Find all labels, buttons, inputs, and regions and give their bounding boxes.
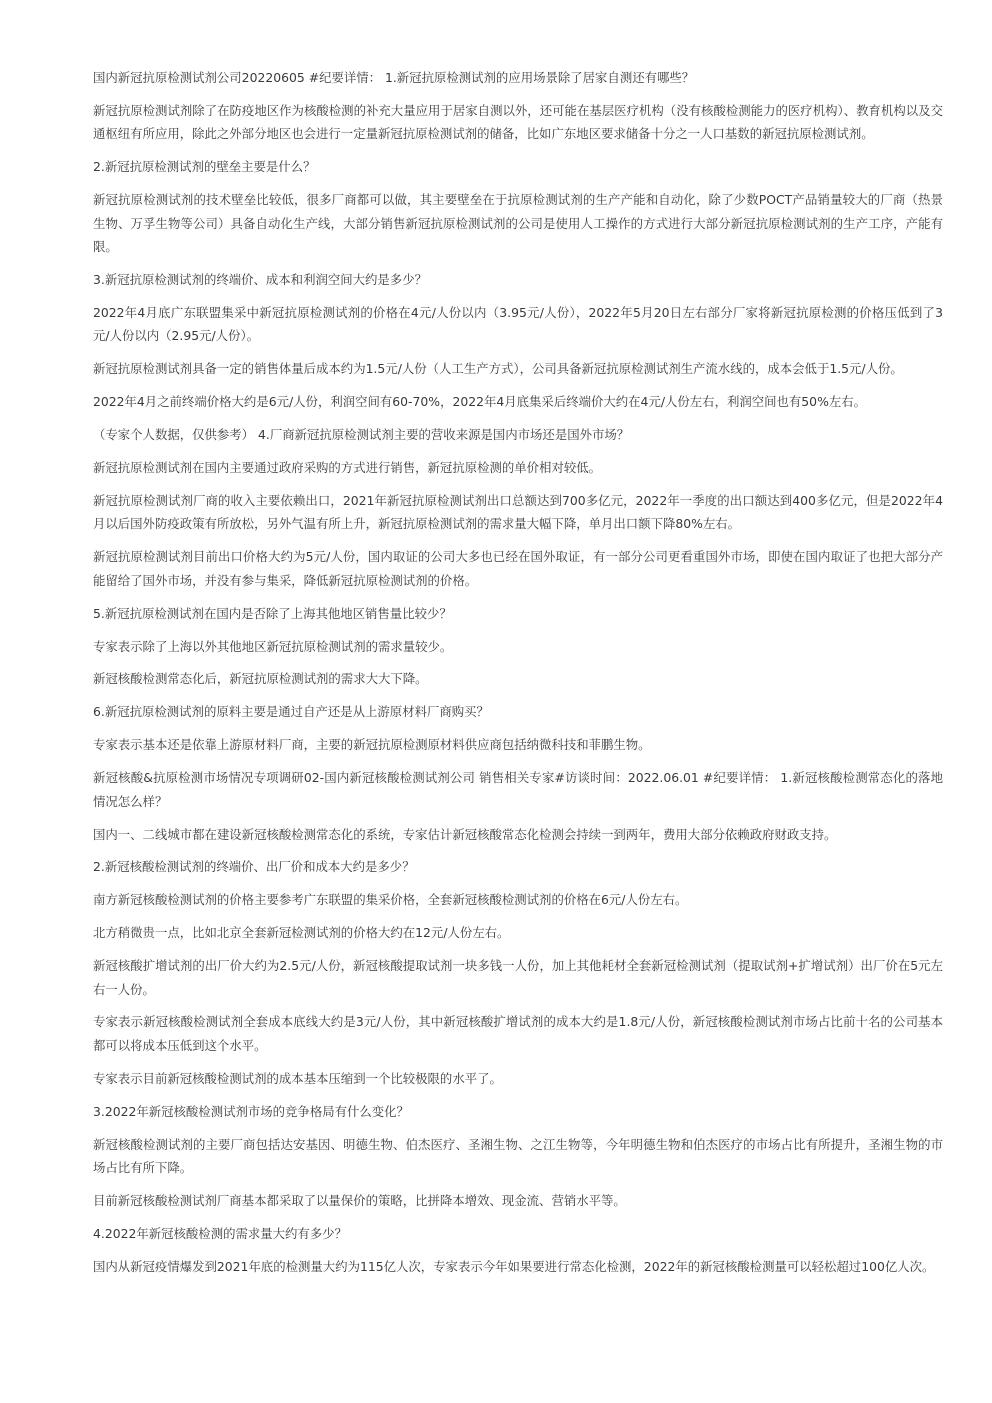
document-body [93, 66, 943, 1288]
paragraph-8: 2022年4月之前终端价格大约是6元/人份，利润空间有60-70%，2022年4月底集采后终端价大约在4元/人份左右，利润空间也有50%左右。 [93, 394, 867, 410]
paragraph-26: 3.2022年新冠核酸检测试剂市场的竞争格局有什么变化？ [93, 1103, 409, 1119]
paragraph-18: 新冠核酸&抗原检测市场情况专项调研02-国内新冠核酸检测试剂公司 销售相关专家#访谈时间：2022.06.01 #纪要详情： 1.新冠核酸检测常态化的落地情况怎么样？ [93, 770, 943, 809]
paragraph-17: 专家表示基本还是依靠上游原材料厂商，主要的新冠抗原检测原材料供应商包括纳微科技和菲鹏生物。 [93, 737, 651, 753]
paragraph-5: 3.新冠抗原检测试剂的终端价、成本和利润空间大约是多少？ [93, 272, 427, 288]
paragraph-11: 新冠抗原检测试剂厂商的收入主要依赖出口，2021年新冠抗原检测试剂出口总额达到700多亿元，2022年一季度的出口额达到400多亿元，但是2022年4月以后国外防疫政策有所放松，另外气温有所上升，新冠抗原检测试剂的需求量大幅下降，单月出口额下降80%左右。 [93, 492, 943, 532]
paragraph-15: 新冠核酸检测常态化后，新冠抗原检测试剂的需求大大下降。 [93, 671, 428, 687]
paragraph-3: 2.新冠抗原检测试剂的壁垒主要是什么？ [93, 159, 316, 175]
paragraph-20: 2.新冠核酸检测试剂的终端价、出厂价和成本大约是多少？ [93, 859, 415, 875]
paragraph-28: 目前新冠核酸检测试剂厂商基本都采取了以量保价的策略，比拼降本增效、现金流、营销水平等。 [93, 1193, 626, 1209]
paragraph-6: 2022年4月底广东联盟集采中新冠抗原检测试剂的价格在4元/人份以内（3.95元/人份），2022年5月20日左右部分厂家将新冠抗原检测的价格压低到了3元/人份以内（2.95元/人份）。 [93, 304, 943, 344]
paragraph-12: 新冠抗原检测试剂目前出口价格大约为5元/人份，国内取证的公司大多也已经在国外取证，有一部分公司更看重国外市场，即使在国内取证了也把大部分产能留给了国外市场，并没有参与集采，降低新冠抗原检测试剂的价格。 [93, 549, 943, 588]
paragraph-23: 新冠核酸扩增试剂的出厂价大约为2.5元/人份，新冠核酸提取试剂一块多钱一人份，加上其他耗材全套新冠检测试剂（提取试剂+扩增试剂）出厂价在5元左右一人份。 [93, 958, 943, 997]
paragraph-7: 新冠抗原检测试剂具备一定的销售体量后成本约为1.5元/人份（人工生产方式），公司具备新冠抗原检测试剂生产流水线的，成本会低于1.5元/人份。 [93, 361, 903, 377]
paragraph-1: 国内新冠抗原检测试剂公司20220605 #纪要详情： 1.新冠抗原检测试剂的应用场景除了居家自测还有哪些？ [93, 70, 695, 85]
paragraph-14: 专家表示除了上海以外其他地区新冠抗原检测试剂的需求量较少。 [93, 638, 453, 654]
paragraph-13: 5.新冠抗原检测试剂在国内是否除了上海其他地区销售量比较少？ [93, 605, 452, 621]
paragraph-4: 新冠抗原检测试剂的技术壁垒比较低，很多厂商都可以做，其主要壁垒在于抗原检测试剂的生产产能和自动化，除了少数POCT产品销量较大的厂商（热景生物、万孚生物等公司）具备自动化生产线，大部分销售新冠抗原检测试剂的公司是使用人工操作的方式进行大部分新冠抗原检测试剂的生产工序，产能有限。 [93, 192, 943, 255]
paragraph-25: 专家表示目前新冠核酸检测试剂的成本基本压缩到一个比较极限的水平了。 [93, 1070, 502, 1086]
paragraph-22: 北方稍微贵一点，比如北京全套新冠检测试剂的价格大约在12元/人份左右。 [93, 925, 510, 941]
paragraph-24: 专家表示新冠核酸检测试剂全套成本底线大约是3元/人份，其中新冠核酸扩增试剂的成本大约是1.8元/人份，新冠核酸检测试剂市场占比前十名的公司基本都可以将成本压低到这个水平。 [93, 1014, 943, 1053]
paragraph-29: 4.2022年新冠核酸检测的需求量大约有多少？ [93, 1225, 347, 1241]
paragraph-19: 国内一、二线城市都在建设新冠核酸检测常态化的系统，专家估计新冠核酸常态化检测会持续一到两年，费用大部分依赖政府财政支持。 [93, 826, 837, 842]
paragraph-21: 南方新冠核酸检测试剂的价格主要参考广东联盟的集采价格，全套新冠核酸检测试剂的价格在6元/人份左右。 [93, 892, 688, 908]
paragraph-30: 国内从新冠疫情爆发到2021年底的检测量大约为115亿人次，专家表示今年如果要进行常态化检测，2022年的新冠核酸检测量可以轻松超过100亿人次。 [93, 1258, 935, 1274]
paragraph-16: 6.新冠抗原检测试剂的原料主要是通过自产还是从上游原材料厂商购买？ [93, 704, 489, 720]
paragraph-2: 新冠抗原检测试剂除了在防疫地区作为核酸检测的补充大量应用于居家自测以外，还可能在基层医疗机构（没有核酸检测能力的医疗机构）、教育机构以及交通枢纽有所应用，除此之外部分地区也会进行一定量新冠抗原检测试剂的储备，比如广东地区要求储备十分之一人口基数的新冠抗原检测试剂。 [93, 102, 943, 142]
paragraph-10: 新冠抗原检测试剂在国内主要通过政府采购的方式进行销售，新冠抗原检测的单价相对较低。 [93, 460, 602, 476]
paragraph-27: 新冠核酸检测试剂的主要厂商包括达安基因、明德生物、伯杰医疗、圣湘生物、之江生物等，今年明德生物和伯杰医疗的市场占比有所提升，圣湘生物的市场占比有所下降。 [93, 1136, 943, 1176]
paragraph-9: （专家个人数据，仅供参考） 4.厂商新冠抗原检测试剂主要的营收来源是国内市场还是国外市场？ [93, 427, 630, 443]
